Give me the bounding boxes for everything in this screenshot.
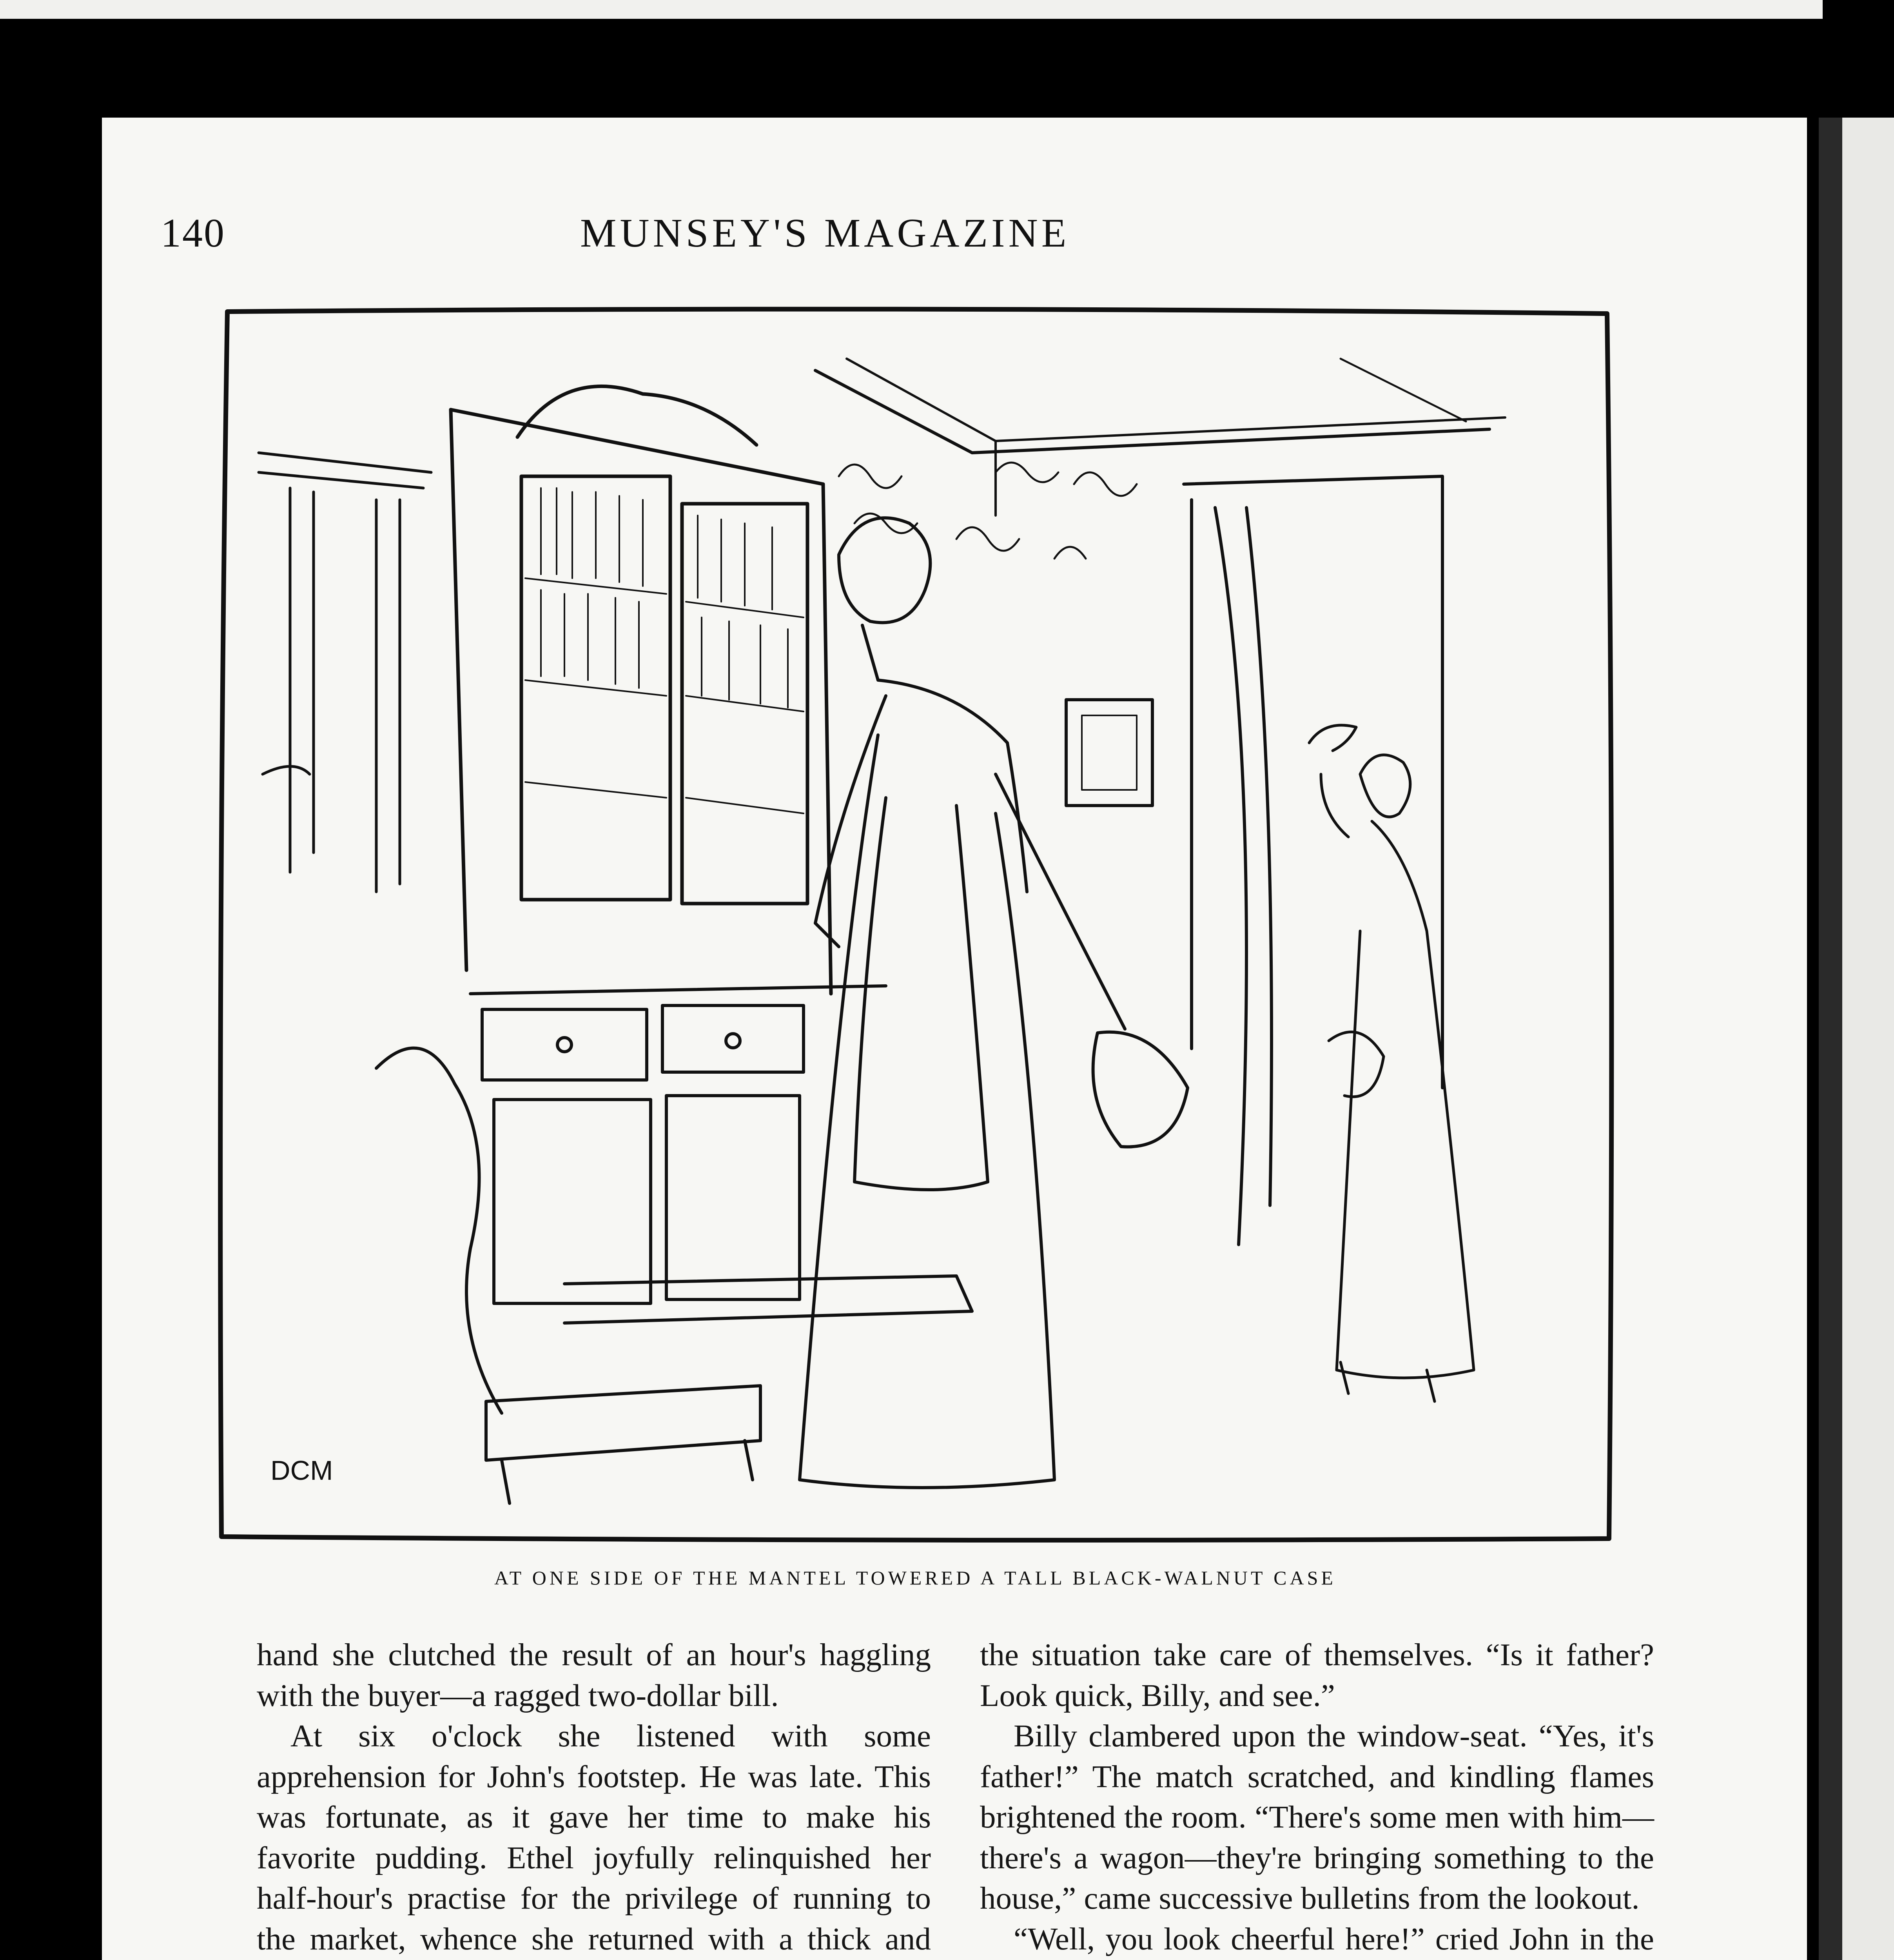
running-head: MUNSEY'S MAGAZINE: [580, 211, 1070, 256]
illustration-caption: AT ONE SIDE OF THE MANTEL TOWERED A TALL BLACK-WALNUT CASE: [494, 1567, 1336, 1589]
paragraph: the situation take care of themselves. “Is it father? Look quick, Billy, and see.”: [980, 1637, 1654, 1713]
paragraph: “Well, you look cheerful here!” cried John in the: [1014, 1921, 1654, 1956]
column-left: [257, 1635, 931, 1960]
facing-page-edge: [0, 0, 1823, 19]
paragraph: hand she clutched the result of an hour's haggling with the buyer—a ragged two-dollar bill.: [257, 1637, 931, 1713]
next-page-edge: [1842, 118, 1894, 1960]
column-right: [980, 1635, 1654, 1960]
paragraph: Billy clambered upon the window-seat. “Yes, it's father!” The match scratched, and kindling flames brightened the room. “There's some men with him—there's a wagon—they're bringing something to the house,” came successive bulletins from the lookout.: [980, 1718, 1654, 1916]
paragraph: At six o'clock she listened with some apprehension for John's footstep. He was late. This was fortunate, as it gave her time to make his favorite pudding. Ethel joyfully relinquished her half-hour's practise for the privilege of running to the market, whence she returned with a thick and: [257, 1718, 931, 1956]
artist-signature: DCM: [270, 1455, 333, 1486]
illustration: [212, 304, 1619, 1546]
page-number: 140: [161, 211, 225, 256]
